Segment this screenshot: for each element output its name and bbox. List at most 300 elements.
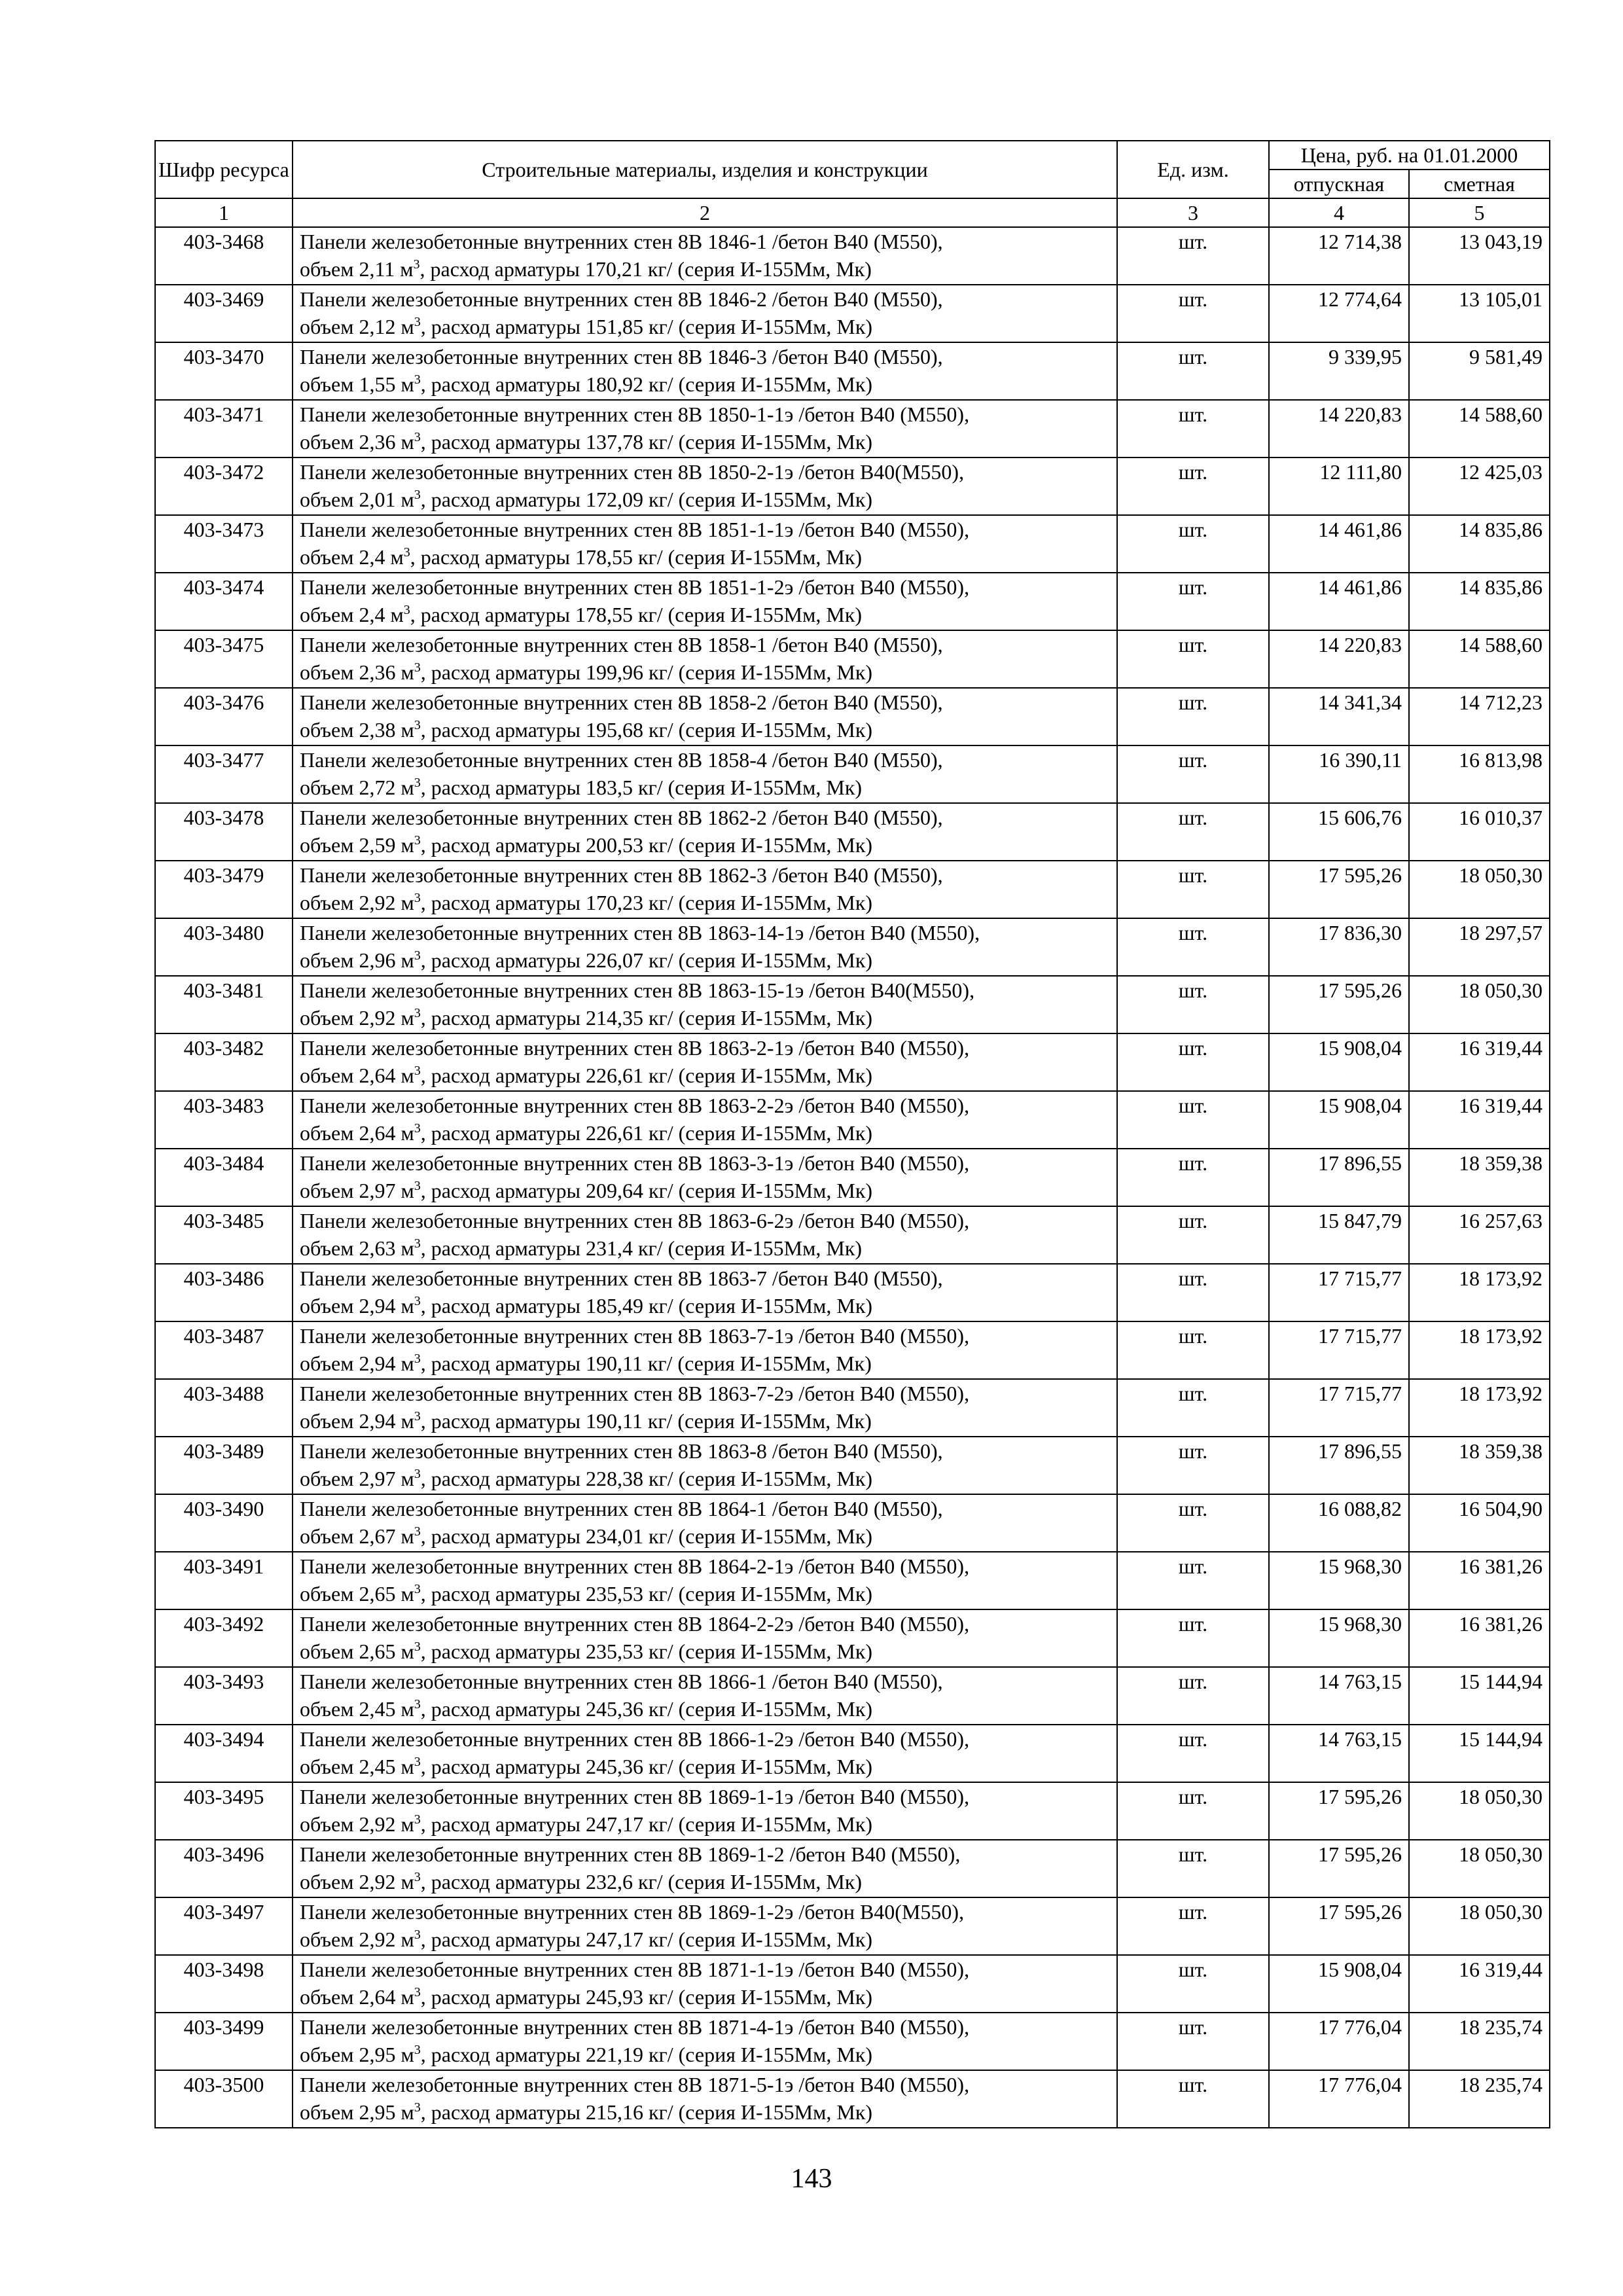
reinforcement-text: , расход арматуры 209,64 кг/ (серия И-155Мм, Мк) — [420, 1179, 873, 1202]
unit: шт. — [1117, 457, 1269, 515]
description-line-2 — [300, 1004, 1116, 1031]
table-row — [155, 1840, 1550, 1897]
unit: шт. — [1117, 1955, 1269, 2013]
volume-text: объем 2,4 м — [300, 545, 404, 569]
cubic-superscript: 3 — [414, 2100, 421, 2115]
description-line-2 — [300, 313, 1116, 340]
reinforcement-text: , расход арматуры 245,36 кг/ (серия И-155Мм, Мк) — [420, 1697, 873, 1721]
reinforcement-text: , расход арматуры 178,55 кг/ (серия И-155Мм, Мк) — [410, 603, 863, 626]
reinforcement-text: , расход арматуры 226,07 кг/ (серия И-155Мм, Мк) — [420, 948, 873, 972]
material-description — [293, 1609, 1117, 1667]
unit: шт. — [1117, 1897, 1269, 1955]
description-line-2 — [300, 831, 1116, 859]
cubic-superscript: 3 — [414, 315, 421, 329]
cubic-superscript: 3 — [414, 718, 421, 732]
price-release: 17 776,04 — [1269, 2013, 1409, 2070]
cubic-superscript: 3 — [414, 1697, 421, 1712]
table-row — [155, 630, 1550, 688]
unit: шт. — [1117, 1379, 1269, 1437]
resource-code: 403-3488 — [155, 1379, 293, 1437]
resource-code: 403-3486 — [155, 1264, 293, 1321]
volume-text: объем 2,4 м — [300, 603, 404, 626]
price-release: 16 088,82 — [1269, 1494, 1409, 1552]
unit: шт. — [1117, 2070, 1269, 2128]
cubic-superscript: 3 — [414, 1006, 421, 1020]
unit: шт. — [1117, 1725, 1269, 1782]
reinforcement-text: , расход арматуры 183,5 кг/ (серия И-155Мм, Мк) — [420, 776, 863, 799]
volume-text: объем 2,97 м — [300, 1179, 414, 1202]
reinforcement-text: , расход арматуры 185,49 кг/ (серия И-155Мм, Мк) — [420, 1294, 873, 1318]
reinforcement-text: , расход арматуры 200,53 кг/ (серия И-155Мм, Мк) — [420, 833, 873, 857]
volume-text: объем 2,92 м — [300, 1812, 414, 1836]
price-release: 15 847,79 — [1269, 1206, 1409, 1264]
resource-code: 403-3483 — [155, 1091, 293, 1149]
cubic-superscript: 3 — [414, 1755, 421, 1769]
reinforcement-text: , расход арматуры 235,53 кг/ (серия И-155Мм, Мк) — [420, 1640, 873, 1663]
resource-code: 403-3479 — [155, 861, 293, 918]
description-line-1: Панели железобетонные внутренних стен 8В 1851-1-1э /бетон В40 (М550), — [300, 518, 970, 541]
resource-code: 403-3473 — [155, 515, 293, 573]
resource-code: 403-3494 — [155, 1725, 293, 1782]
price-estimate: 16 504,90 — [1409, 1494, 1550, 1552]
reinforcement-text: , расход арматуры 178,55 кг/ (серия И-155Мм, Мк) — [410, 545, 863, 569]
price-release: 12 714,38 — [1269, 227, 1409, 285]
table-row — [155, 1609, 1550, 1667]
description-line-1: Панели железобетонные внутренних стен 8В 1846-2 /бетон В40 (М550), — [300, 287, 943, 311]
reinforcement-text: , расход арматуры 247,17 кг/ (серия И-155Мм, Мк) — [420, 1928, 873, 1951]
price-estimate: 16 010,37 — [1409, 803, 1550, 861]
price-release: 15 908,04 — [1269, 1091, 1409, 1149]
cubic-superscript: 3 — [414, 833, 421, 848]
description-line-1: Панели железобетонные внутренних стен 8В 1863-2-2э /бетон В40 (М550), — [300, 1094, 970, 1117]
material-description — [293, 1552, 1117, 1609]
material-description — [293, 285, 1117, 342]
resource-code: 403-3481 — [155, 976, 293, 1033]
volume-text: объем 2,45 м — [300, 1697, 414, 1721]
table-row — [155, 2070, 1550, 2128]
table-row — [155, 457, 1550, 515]
table-row — [155, 1725, 1550, 1782]
price-estimate: 14 588,60 — [1409, 400, 1550, 457]
unit: шт. — [1117, 342, 1269, 400]
material-description — [293, 1321, 1117, 1379]
description-line-1: Панели железобетонные внутренних стен 8В 1863-7 /бетон В40 (М550), — [300, 1266, 943, 1290]
description-line-1: Панели железобетонные внутренних стен 8В 1863-14-1э /бетон В40 (М550), — [300, 921, 980, 944]
unit: шт. — [1117, 1264, 1269, 1321]
resource-code: 403-3476 — [155, 688, 293, 745]
volume-text: объем 2,92 м — [300, 891, 414, 914]
price-estimate: 16 257,63 — [1409, 1206, 1550, 1264]
cubic-superscript: 3 — [414, 1409, 421, 1424]
price-estimate: 18 050,30 — [1409, 1782, 1550, 1840]
description-line-1: Панели железобетонные внутренних стен 8В 1846-3 /бетон В40 (М550), — [300, 345, 943, 368]
unit: шт. — [1117, 1782, 1269, 1840]
price-release: 17 715,77 — [1269, 1379, 1409, 1437]
resource-code: 403-3485 — [155, 1206, 293, 1264]
cubic-superscript: 3 — [414, 1812, 421, 1827]
cubic-superscript: 3 — [414, 776, 421, 790]
price-release: 14 461,86 — [1269, 515, 1409, 573]
unit: шт. — [1117, 1840, 1269, 1897]
unit: шт. — [1117, 1033, 1269, 1091]
volume-text: объем 2,36 м — [300, 430, 414, 454]
description-line-1: Панели железобетонные внутренних стен 8В 1858-2 /бетон В40 (М550), — [300, 691, 943, 714]
material-description — [293, 457, 1117, 515]
description-line-1: Панели железобетонные внутренних стен 8В 1863-2-1э /бетон В40 (М550), — [300, 1036, 970, 1060]
material-description — [293, 2070, 1117, 2128]
unit: шт. — [1117, 1667, 1269, 1725]
description-line-1: Панели железобетонные внутренних стен 8В 1864-2-1э /бетон В40 (М550), — [300, 1554, 970, 1578]
reinforcement-text: , расход арматуры 180,92 кг/ (серия И-155Мм, Мк) — [420, 372, 873, 396]
description-line-2 — [300, 486, 1116, 513]
description-line-1: Панели железобетонные внутренних стен 8В 1869-1-2э /бетон В40(М550), — [300, 1900, 965, 1924]
unit: шт. — [1117, 1609, 1269, 1667]
price-release: 15 968,30 — [1269, 1552, 1409, 1609]
reinforcement-text: , расход арматуры 226,61 кг/ (серия И-155Мм, Мк) — [420, 1064, 873, 1087]
description-line-1: Панели железобетонные внутренних стен 8В 1866-1-2э /бетон В40 (М550), — [300, 1727, 970, 1751]
column-number: 2 — [293, 198, 1117, 227]
table-row — [155, 1149, 1550, 1206]
cubic-superscript: 3 — [414, 1064, 421, 1078]
price-release: 14 220,83 — [1269, 630, 1409, 688]
description-line-1: Панели железобетонные внутренних стен 8В 1862-3 /бетон В40 (М550), — [300, 863, 943, 887]
column-number: 3 — [1117, 198, 1269, 227]
price-release: 17 715,77 — [1269, 1321, 1409, 1379]
resource-code: 403-3470 — [155, 342, 293, 400]
price-release: 17 595,26 — [1269, 976, 1409, 1033]
unit: шт. — [1117, 227, 1269, 285]
description-line-1: Панели железобетонные внутренних стен 8В 1850-2-1э /бетон В40(М550), — [300, 460, 965, 484]
price-estimate: 14 712,23 — [1409, 688, 1550, 745]
price-estimate: 12 425,03 — [1409, 457, 1550, 515]
description-line-2 — [300, 1638, 1116, 1665]
description-line-1: Панели железобетонные внутренних стен 8В 1864-2-2э /бетон В40 (М550), — [300, 1612, 970, 1636]
unit: шт. — [1117, 1494, 1269, 1552]
unit: шт. — [1117, 1149, 1269, 1206]
price-estimate: 18 050,30 — [1409, 1840, 1550, 1897]
table-row — [155, 1264, 1550, 1321]
resource-code: 403-3487 — [155, 1321, 293, 1379]
price-release: 15 908,04 — [1269, 1033, 1409, 1091]
column-number: 5 — [1409, 198, 1550, 227]
volume-text: объем 2,92 м — [300, 1006, 414, 1030]
resource-code: 403-3477 — [155, 745, 293, 803]
cubic-superscript: 3 — [414, 1236, 421, 1251]
header-price-release: отпускная — [1269, 170, 1409, 198]
volume-text: объем 2,38 м — [300, 718, 414, 742]
cubic-superscript: 3 — [414, 1985, 421, 2000]
description-line-2 — [300, 1926, 1116, 1953]
material-description — [293, 1379, 1117, 1437]
material-description — [293, 630, 1117, 688]
volume-text: объем 2,01 м — [300, 488, 414, 511]
description-line-1: Панели железобетонные внутренних стен 8В 1862-2 /бетон В40 (М550), — [300, 806, 943, 829]
resource-code: 403-3495 — [155, 1782, 293, 1840]
header-name: Строительные материалы, изделия и конструкции — [293, 141, 1117, 198]
volume-text: объем 2,12 м — [300, 315, 414, 338]
material-description — [293, 976, 1117, 1033]
material-description — [293, 2013, 1117, 2070]
description-line-1: Панели железобетонные внутренних стен 8В 1863-7-1э /бетон В40 (М550), — [300, 1324, 970, 1348]
volume-text: объем 2,72 м — [300, 776, 414, 799]
cubic-superscript: 3 — [414, 891, 421, 905]
description-line-1: Панели железобетонные внутренних стен 8В 1863-8 /бетон В40 (М550), — [300, 1439, 943, 1463]
cubic-superscript: 3 — [414, 430, 421, 444]
volume-text: объем 2,65 м — [300, 1582, 414, 1605]
volume-text: объем 2,96 м — [300, 948, 414, 972]
material-description — [293, 515, 1117, 573]
description-line-2 — [300, 1292, 1116, 1319]
description-line-1: Панели железобетонные внутренних стен 8В 1863-15-1э /бетон В40(М550), — [300, 978, 975, 1002]
description-line-2 — [300, 1350, 1116, 1377]
price-estimate: 18 173,92 — [1409, 1321, 1550, 1379]
table-row — [155, 285, 1550, 342]
reinforcement-text: , расход арматуры 137,78 кг/ (серия И-155Мм, Мк) — [420, 430, 873, 454]
material-description — [293, 1955, 1117, 2013]
unit: шт. — [1117, 515, 1269, 573]
material-description — [293, 1782, 1117, 1840]
unit: шт. — [1117, 2013, 1269, 2070]
cubic-superscript: 3 — [414, 1870, 421, 1884]
unit: шт. — [1117, 285, 1269, 342]
material-description — [293, 1206, 1117, 1264]
price-estimate: 18 297,57 — [1409, 918, 1550, 976]
price-estimate: 18 050,30 — [1409, 1897, 1550, 1955]
description-line-2 — [300, 1522, 1116, 1550]
unit: шт. — [1117, 803, 1269, 861]
material-description — [293, 1494, 1117, 1552]
cubic-superscript: 3 — [414, 1467, 421, 1481]
reinforcement-text: , расход арматуры 190,11 кг/ (серия И-155Мм, Мк) — [420, 1409, 872, 1433]
description-line-1: Панели железобетонные внутренних стен 8В 1871-5-1э /бетон В40 (М550), — [300, 2073, 970, 2096]
price-release: 17 836,30 — [1269, 918, 1409, 976]
resource-code: 403-3498 — [155, 1955, 293, 2013]
unit: шт. — [1117, 1206, 1269, 1264]
cubic-superscript: 3 — [414, 1352, 421, 1366]
price-release: 15 606,76 — [1269, 803, 1409, 861]
description-line-1: Панели железобетонные внутренних стен 8В 1858-4 /бетон В40 (М550), — [300, 748, 943, 772]
unit: шт. — [1117, 745, 1269, 803]
description-line-2 — [300, 1407, 1116, 1435]
price-estimate: 18 173,92 — [1409, 1379, 1550, 1437]
price-release: 17 595,26 — [1269, 1782, 1409, 1840]
price-estimate: 15 144,94 — [1409, 1725, 1550, 1782]
price-estimate: 16 319,44 — [1409, 1033, 1550, 1091]
price-release: 12 774,64 — [1269, 285, 1409, 342]
header-price-estimate: сметная — [1409, 170, 1550, 198]
volume-text: объем 1,55 м — [300, 372, 414, 396]
price-release: 9 339,95 — [1269, 342, 1409, 400]
volume-text: объем 2,45 м — [300, 1755, 414, 1778]
description-line-1: Панели железобетонные внутренних стен 8В 1863-7-2э /бетон В40 (М550), — [300, 1382, 970, 1405]
material-description — [293, 573, 1117, 630]
resource-code: 403-3482 — [155, 1033, 293, 1091]
cubic-superscript: 3 — [414, 1928, 421, 1942]
material-description — [293, 1149, 1117, 1206]
resource-code: 403-3480 — [155, 918, 293, 976]
cubic-superscript: 3 — [414, 1121, 421, 1136]
cubic-superscript: 3 — [403, 603, 410, 617]
table-row — [155, 1321, 1550, 1379]
price-release: 14 341,34 — [1269, 688, 1409, 745]
material-description — [293, 1897, 1117, 1955]
resource-code: 403-3472 — [155, 457, 293, 515]
column-number: 4 — [1269, 198, 1409, 227]
reinforcement-text: , расход арматуры 215,16 кг/ (серия И-155Мм, Мк) — [420, 2100, 873, 2124]
material-description — [293, 342, 1117, 400]
price-release: 16 390,11 — [1269, 745, 1409, 803]
price-estimate: 18 050,30 — [1409, 976, 1550, 1033]
cubic-superscript: 3 — [414, 1179, 421, 1193]
description-line-1: Панели железобетонные внутренних стен 8В 1858-1 /бетон В40 (М550), — [300, 633, 943, 656]
material-description — [293, 861, 1117, 918]
price-release: 15 908,04 — [1269, 1955, 1409, 2013]
volume-text: объем 2,92 м — [300, 1928, 414, 1951]
header-unit: Ед. изм. — [1117, 141, 1269, 198]
reinforcement-text: , расход арматуры 232,6 кг/ (серия И-155Мм, Мк) — [420, 1870, 863, 1893]
table-row — [155, 1379, 1550, 1437]
description-line-1: Панели железобетонные внутренних стен 8В 1851-1-2э /бетон В40 (М550), — [300, 575, 970, 599]
description-line-2 — [300, 1753, 1116, 1780]
volume-text: объем 2,94 м — [300, 1294, 414, 1318]
unit: шт. — [1117, 976, 1269, 1033]
price-estimate: 18 173,92 — [1409, 1264, 1550, 1321]
description-line-2 — [300, 658, 1116, 686]
table-row — [155, 1206, 1550, 1264]
price-estimate: 16 319,44 — [1409, 1955, 1550, 2013]
table-row — [155, 1552, 1550, 1609]
table-row — [155, 2013, 1550, 2070]
material-description — [293, 1437, 1117, 1494]
description-line-2 — [300, 1062, 1116, 1089]
table-row — [155, 342, 1550, 400]
price-release: 17 595,26 — [1269, 1897, 1409, 1955]
reinforcement-text: , расход арматуры 172,09 кг/ (серия И-155Мм, Мк) — [420, 488, 873, 511]
cubic-superscript: 3 — [414, 1524, 421, 1539]
unit: шт. — [1117, 1091, 1269, 1149]
description-line-2 — [300, 1119, 1116, 1147]
material-description — [293, 1264, 1117, 1321]
cubic-superscript: 3 — [414, 1582, 421, 1596]
reinforcement-text: , расход арматуры 199,96 кг/ (серия И-155Мм, Мк) — [420, 660, 873, 684]
price-estimate: 14 835,86 — [1409, 573, 1550, 630]
cubic-superscript: 3 — [414, 1640, 421, 1654]
reinforcement-text: , расход арматуры 151,85 кг/ (серия И-155Мм, Мк) — [420, 315, 873, 338]
description-line-1: Панели железобетонные внутренних стен 8В 1863-3-1э /бетон В40 (М550), — [300, 1151, 970, 1175]
table-row — [155, 573, 1550, 630]
reinforcement-text: , расход арматуры 221,19 кг/ (серия И-155Мм, Мк) — [420, 2043, 873, 2066]
cubic-superscript: 3 — [403, 545, 410, 560]
unit: шт. — [1117, 688, 1269, 745]
table-row — [155, 1955, 1550, 2013]
table-row — [155, 1897, 1550, 1955]
resource-code: 403-3496 — [155, 1840, 293, 1897]
price-release: 12 111,80 — [1269, 457, 1409, 515]
resource-code: 403-3468 — [155, 227, 293, 285]
table-row — [155, 861, 1550, 918]
reinforcement-text: , расход арматуры 190,11 кг/ (серия И-155Мм, Мк) — [420, 1352, 872, 1375]
table-row — [155, 400, 1550, 457]
description-line-2 — [300, 1580, 1116, 1607]
material-description — [293, 1725, 1117, 1782]
material-description — [293, 688, 1117, 745]
material-description — [293, 745, 1117, 803]
description-line-2 — [300, 1695, 1116, 1723]
reinforcement-text: , расход арматуры 235,53 кг/ (серия И-155Мм, Мк) — [420, 1582, 873, 1605]
description-line-2 — [300, 1234, 1116, 1262]
price-release: 14 763,15 — [1269, 1725, 1409, 1782]
price-estimate: 18 050,30 — [1409, 861, 1550, 918]
unit: шт. — [1117, 1552, 1269, 1609]
table-row — [155, 976, 1550, 1033]
description-line-1: Панели железобетонные внутренних стен 8В 1846-1 /бетон В40 (М550), — [300, 230, 943, 253]
unit: шт. — [1117, 630, 1269, 688]
volume-text: объем 2,36 м — [300, 660, 414, 684]
volume-text: объем 2,11 м — [300, 257, 414, 281]
resource-code: 403-3497 — [155, 1897, 293, 1955]
material-description — [293, 1091, 1117, 1149]
price-estimate: 16 381,26 — [1409, 1552, 1550, 1609]
table-row — [155, 688, 1550, 745]
table-row — [155, 803, 1550, 861]
description-line-2 — [300, 2098, 1116, 2126]
resource-code: 403-3478 — [155, 803, 293, 861]
price-estimate: 13 043,19 — [1409, 227, 1550, 285]
description-line-2 — [300, 2041, 1116, 2068]
price-release: 14 763,15 — [1269, 1667, 1409, 1725]
material-description — [293, 1840, 1117, 1897]
resource-code: 403-3500 — [155, 2070, 293, 2128]
table-row — [155, 1033, 1550, 1091]
reinforcement-text: , расход арматуры 234,01 кг/ (серия И-155Мм, Мк) — [420, 1524, 873, 1548]
header-price-group: Цена, руб. на 01.01.2000 — [1269, 141, 1550, 170]
description-line-2 — [300, 1177, 1116, 1204]
price-release: 17 896,55 — [1269, 1149, 1409, 1206]
material-description — [293, 918, 1117, 976]
volume-text: объем 2,97 м — [300, 1467, 414, 1490]
description-line-2 — [300, 1810, 1116, 1838]
reinforcement-text: , расход арматуры 228,38 кг/ (серия И-155Мм, Мк) — [420, 1467, 873, 1490]
cubic-superscript: 3 — [414, 488, 421, 502]
reinforcement-text: , расход арматуры 226,61 кг/ (серия И-155Мм, Мк) — [420, 1121, 873, 1145]
resource-code: 403-3474 — [155, 573, 293, 630]
volume-text: объем 2,95 м — [300, 2100, 414, 2124]
unit: шт. — [1117, 918, 1269, 976]
cubic-superscript: 3 — [414, 1294, 421, 1308]
resource-code: 403-3484 — [155, 1149, 293, 1206]
volume-text: объем 2,64 м — [300, 1985, 414, 2009]
material-description — [293, 1033, 1117, 1091]
unit: шт. — [1117, 1321, 1269, 1379]
resource-code: 403-3490 — [155, 1494, 293, 1552]
reinforcement-text: , расход арматуры 170,23 кг/ (серия И-155Мм, Мк) — [420, 891, 873, 914]
material-description — [293, 803, 1117, 861]
volume-text: объем 2,59 м — [300, 833, 414, 857]
resource-code: 403-3492 — [155, 1609, 293, 1667]
description-line-2 — [300, 1983, 1116, 2011]
volume-text: объем 2,64 м — [300, 1121, 414, 1145]
resource-code: 403-3493 — [155, 1667, 293, 1725]
table-row — [155, 1091, 1550, 1149]
unit: шт. — [1117, 861, 1269, 918]
description-line-1: Панели железобетонные внутренних стен 8В 1850-1-1э /бетон В40 (М550), — [300, 403, 970, 426]
cubic-superscript: 3 — [414, 2043, 421, 2057]
price-estimate: 16 319,44 — [1409, 1091, 1550, 1149]
material-description — [293, 1667, 1117, 1725]
description-line-2 — [300, 543, 1116, 571]
resource-code: 403-3489 — [155, 1437, 293, 1494]
resource-code: 403-3491 — [155, 1552, 293, 1609]
